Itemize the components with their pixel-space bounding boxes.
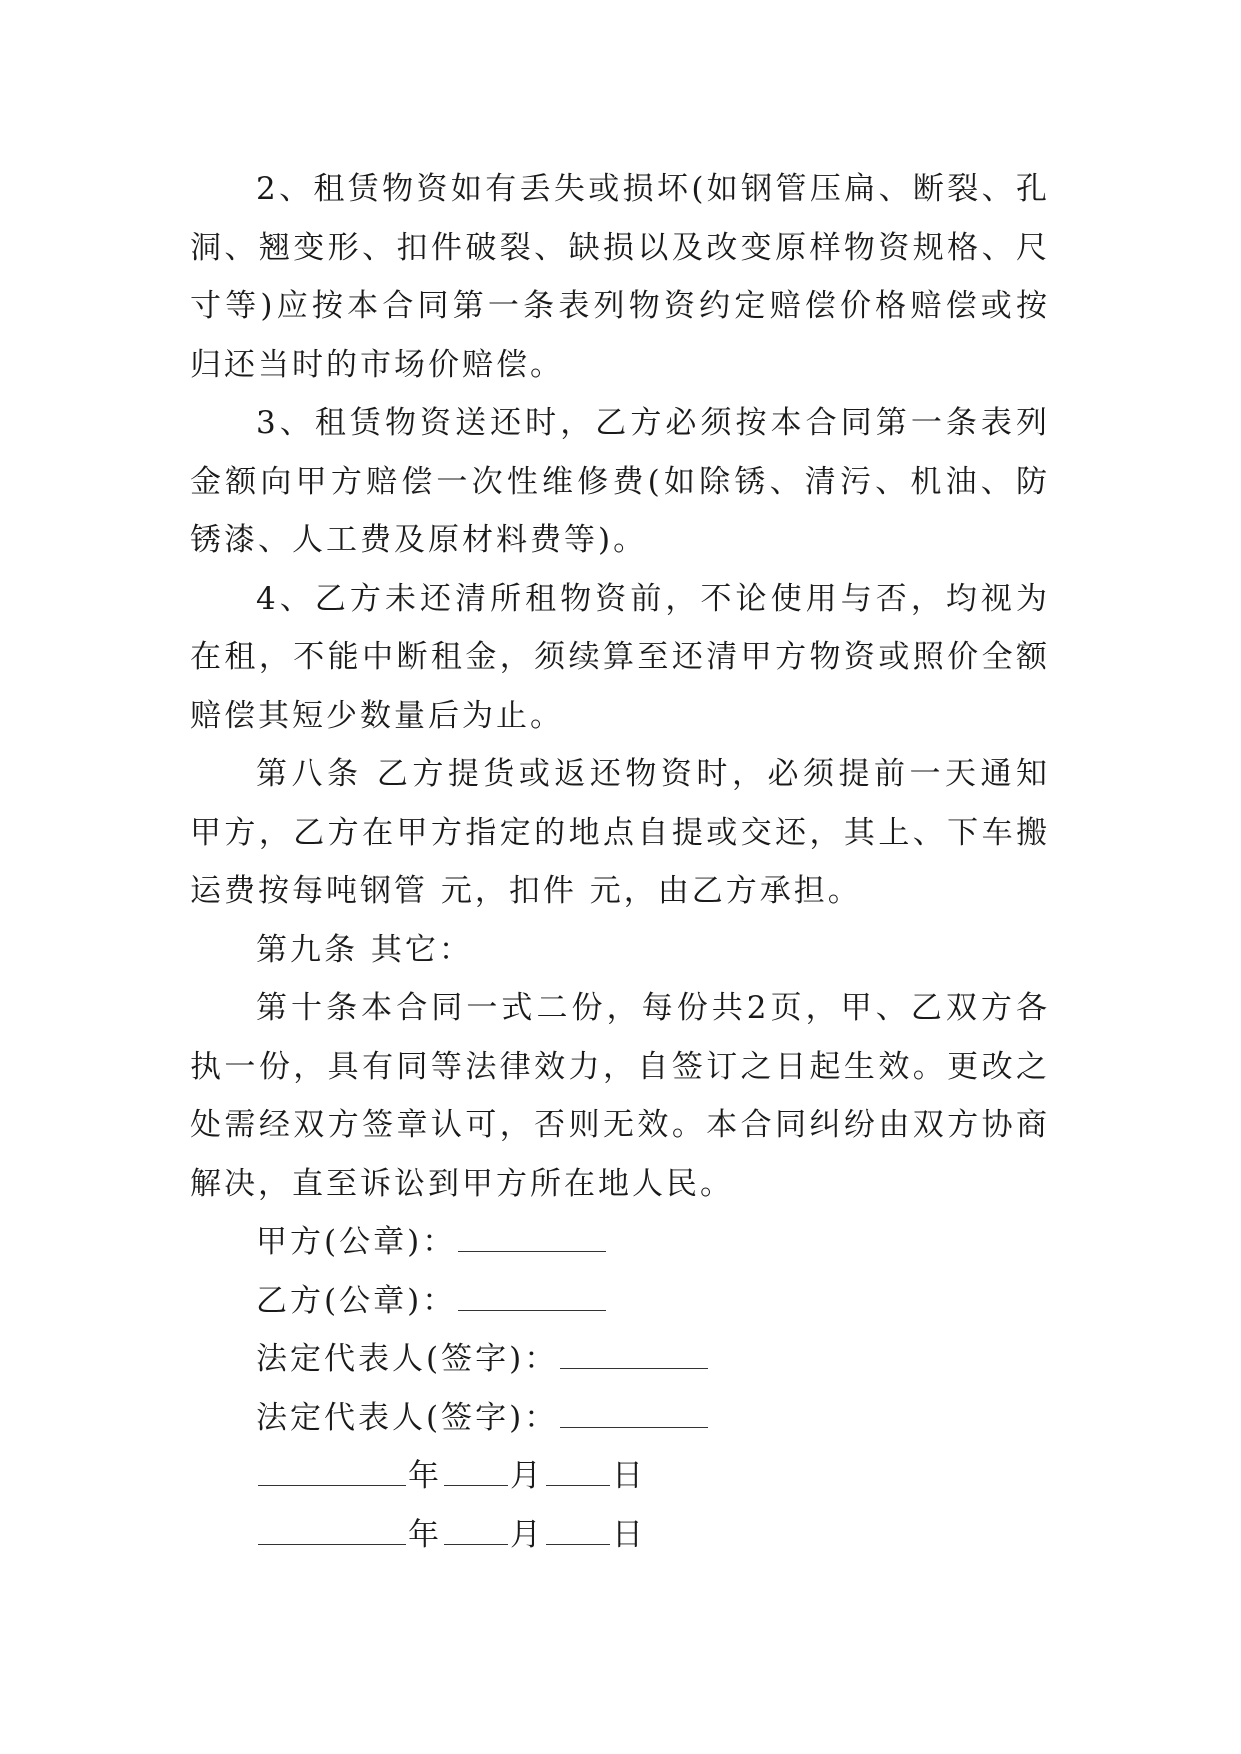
date-a-day-label: 日 (612, 1458, 646, 1494)
date-b-year-blank[interactable] (258, 1518, 406, 1545)
signature-rep-b (190, 1389, 1050, 1448)
signature-rep-a (190, 1330, 1050, 1389)
date-line-b (190, 1506, 1050, 1565)
date-b-month-blank[interactable] (444, 1518, 508, 1545)
clause-7-item-4: 4、乙方未还清所租物资前，不论使用与否，均视为在租，不能中断租金，须续算至还清甲方物资或照价全额赔偿其短少数量后为止。 (190, 580, 1050, 734)
date-a-day-blank[interactable] (546, 1459, 610, 1486)
signature-party-b-label: 乙方(公章)： (256, 1282, 457, 1319)
signature-rep-b-blank[interactable] (560, 1401, 708, 1428)
signature-rep-a-blank[interactable] (560, 1342, 708, 1369)
signature-party-a-blank[interactable] (458, 1225, 606, 1252)
date-b-month-label: 月 (510, 1516, 544, 1553)
clause-7-item-2: 2、租赁物资如有丢失或损坏(如钢管压扁、断裂、孔洞、翘变形、扣件破裂、缺损以及改变原样物资规格、尺寸等)应按本合同第一条表列物资约定赔偿价格赔偿或按归还当时的市场价赔偿。 (190, 171, 1050, 383)
signature-party-a-label: 甲方(公章)： (256, 1224, 457, 1260)
date-line-a (190, 1447, 1050, 1506)
signature-rep-b-label: 法定代表人(签字)： (256, 1399, 559, 1436)
signature-rep-a-label: 法定代表人(签字)： (256, 1341, 559, 1377)
clause-9: 第九条 其它： (256, 931, 473, 968)
date-a-year-label: 年 (408, 1458, 442, 1494)
date-b-day-blank[interactable] (546, 1518, 610, 1545)
clause-7-item-3: 3、租赁物资送还时，乙方必须按本合同第一条表列金额向甲方赔偿一次性维修费(如除锈、清污、机油、防锈漆、人工费及原材料费等)。 (190, 405, 1050, 558)
signature-party-a (190, 1213, 1050, 1272)
date-a-month-blank[interactable] (444, 1459, 508, 1486)
clause-8: 第八条 乙方提货或返还物资时，必须提前一天通知甲方，乙方在甲方指定的地点自提或交还，其上、下车搬运费按每吨钢管 元，扣件 元，由乙方承担。 (190, 756, 1050, 909)
date-a-month-label: 月 (510, 1458, 544, 1494)
signature-party-b-blank[interactable] (458, 1284, 606, 1311)
date-b-year-label: 年 (408, 1516, 442, 1553)
contract-page (190, 160, 1050, 1564)
signature-party-b (190, 1272, 1050, 1331)
date-b-day-label: 日 (612, 1516, 646, 1553)
clause-10: 第十条本合同一式二份，每份共2页，甲、乙双方各执一份，具有同等法律效力，自签订之日起生效。更改之处需经双方签章认可，否则无效。本合同纠纷由双方协商解决，直至诉讼到甲方所在地人民。 (190, 990, 1050, 1202)
date-a-year-blank[interactable] (258, 1459, 406, 1486)
